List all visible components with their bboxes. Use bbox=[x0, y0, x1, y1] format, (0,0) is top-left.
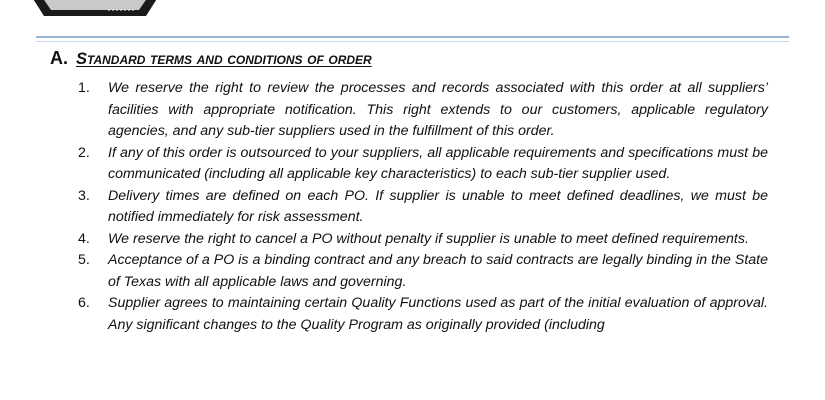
section-title: Standard terms and conditions of order bbox=[76, 50, 372, 68]
term-text: Acceptance of a PO is a binding contract and any breach to said contracts are legally binding in the State of Texas with all applicable laws and governing. bbox=[108, 252, 768, 290]
term-item bbox=[78, 229, 768, 251]
term-item bbox=[78, 293, 768, 336]
term-text: Delivery times are defined on each PO. If supplier is unable to meet defined deadlines, we must be notified immediately for risk assessment. bbox=[108, 187, 768, 225]
company-logo bbox=[30, 0, 160, 20]
term-text: Supplier agrees to maintaining certain Quality Functions used as part of the initial evaluation of approval. Any significant changes to the Quality Program as originally provided (including bbox=[108, 295, 768, 333]
term-number: 1. bbox=[78, 80, 90, 96]
term-number: 6. bbox=[78, 295, 90, 311]
section-letter: A. bbox=[50, 48, 68, 68]
terms-list bbox=[78, 78, 768, 336]
term-text: We reserve the right to review the processes and records associated with this order at all suppliers’ facilities with appropriate notification. This right extends to our customers, applicable regulatory agencies, and any sub-tier suppliers used in the fulfillment of this order. bbox=[108, 80, 768, 139]
term-number: 4. bbox=[78, 230, 90, 247]
term-text: If any of this order is outsourced to your suppliers, all applicable requirements and specifications must be communicated (including all applicable key characteristics) to each sub-tier supplier used. bbox=[108, 144, 768, 182]
term-item bbox=[78, 186, 768, 229]
section-heading bbox=[50, 48, 372, 69]
term-number: 2. bbox=[78, 144, 90, 161]
term-text: We reserve the right to cancel a PO without penalty if supplier is unable to meet defined requirements. bbox=[108, 230, 749, 247]
term-item bbox=[78, 143, 768, 186]
term-number: 3. bbox=[78, 187, 90, 204]
term-number: 5. bbox=[78, 252, 90, 268]
term-item bbox=[78, 250, 768, 293]
header-rule-shadow bbox=[36, 41, 789, 42]
header-rule bbox=[36, 36, 789, 38]
term-item bbox=[78, 78, 768, 143]
